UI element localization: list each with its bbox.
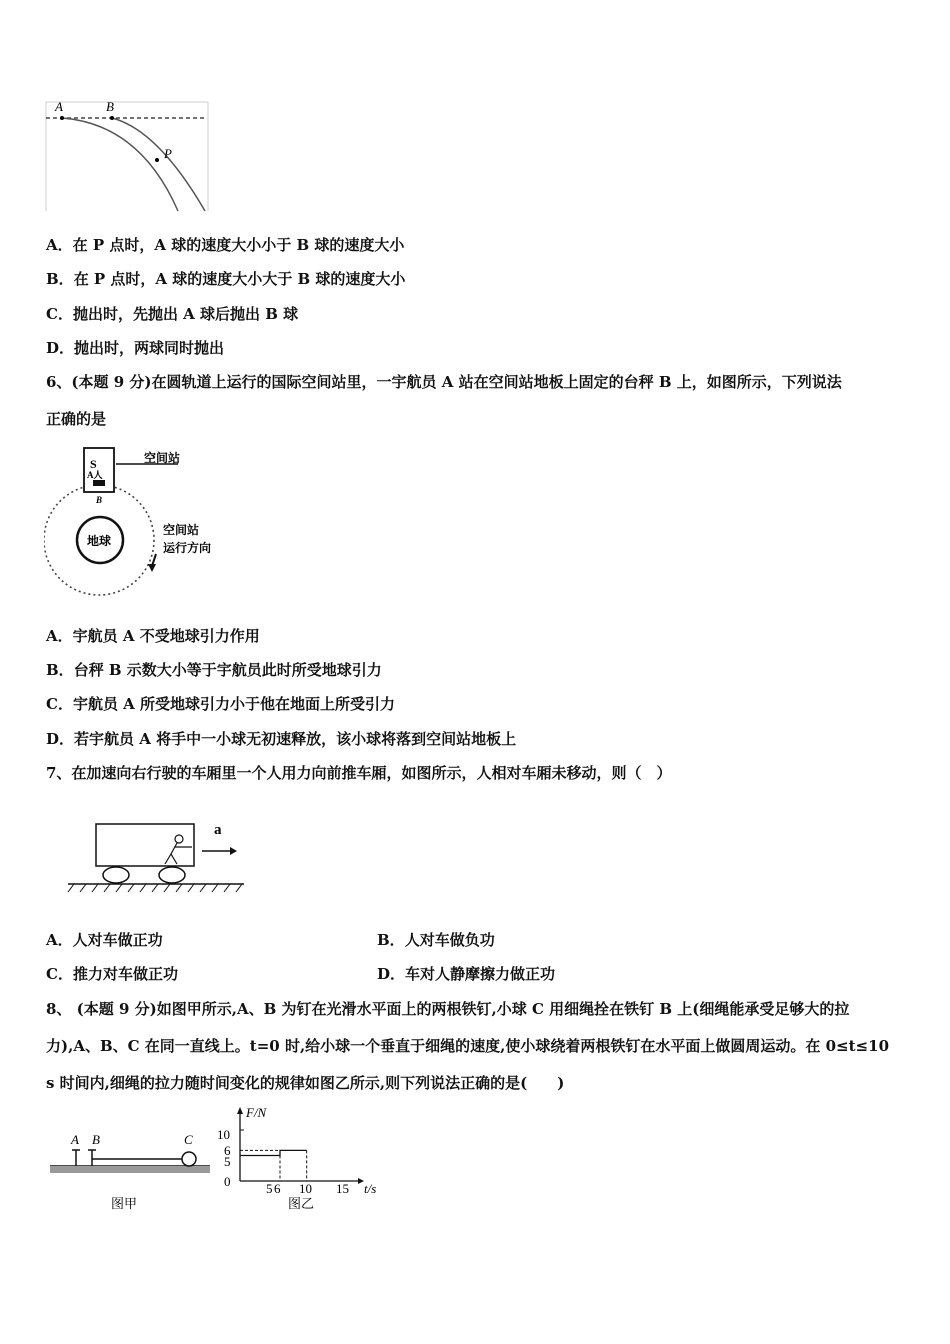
label-p: P bbox=[164, 146, 172, 161]
point-p bbox=[155, 158, 159, 162]
q6-option-b: B．台秤 B 示数大小等于宇航员此时所受地球引力 bbox=[46, 661, 382, 679]
x-tick-15: 15 bbox=[336, 1181, 349, 1196]
label-a: A bbox=[55, 99, 63, 114]
caption: 图甲 bbox=[111, 1196, 138, 1211]
q5-option-a: A．在 P 点时，A 球的速度大小小于 B 球的速度大小 bbox=[46, 236, 405, 254]
q7-option-b: B．人对车做负功 bbox=[377, 931, 495, 949]
q6-option-c: C．宇航员 A 所受地球引力小于他在地面上所受引力 bbox=[46, 695, 396, 713]
station-label: 空间站 bbox=[144, 451, 181, 465]
accel-arrowhead bbox=[230, 847, 237, 855]
trajectory-b bbox=[112, 118, 205, 211]
y-axis-arrowhead bbox=[237, 1107, 243, 1114]
direction-label-2: 运行方向 bbox=[163, 541, 212, 555]
fig-yi-chart bbox=[208, 1104, 393, 1219]
ball-c bbox=[182, 1152, 196, 1166]
q6-option-a: A．宇航员 A 不受地球引力作用 bbox=[46, 627, 260, 645]
q8-stem-line1: 8、 (本题 9 分)如图甲所示,A、B 为钉在光滑水平面上的两根铁钉,小球 C 用细绳拴在铁钉 B 上(细绳能承受足够大的拉 bbox=[46, 1000, 850, 1018]
label-b: B bbox=[92, 1132, 100, 1147]
y-tick-6: 6 bbox=[224, 1143, 231, 1158]
wheel-left bbox=[103, 867, 129, 883]
y-axis-label: F/N bbox=[246, 1105, 267, 1120]
caption: 图乙 bbox=[288, 1196, 315, 1211]
q7-stem: 7、在加速向右行驶的车厢里一个人用力向前推车厢，如图所示，人相对车厢未移动，则（ ） bbox=[46, 764, 672, 782]
y-tick-5: 5 bbox=[224, 1154, 231, 1169]
scale-block bbox=[93, 480, 105, 486]
fig-jia bbox=[46, 1126, 216, 1218]
car-body bbox=[96, 824, 194, 866]
q5-option-c: C．抛出时，先抛出 A 球后抛出 B 球 bbox=[46, 305, 299, 323]
scale-label: B bbox=[96, 495, 103, 505]
wheel-right bbox=[159, 867, 185, 883]
x-axis-label: t/s bbox=[364, 1181, 377, 1196]
q7-option-d: D．车对人静摩擦力做正功 bbox=[377, 965, 556, 983]
q8-stem-line3: s 时间内,细绳的拉力随时间变化的规律如图乙所示,则下列说法正确的是( ) bbox=[46, 1074, 565, 1092]
astronaut-figure: S bbox=[90, 457, 97, 471]
label-c: C bbox=[184, 1132, 193, 1147]
q6-stem-line2: 正确的是 bbox=[46, 410, 107, 428]
accel-label: a bbox=[214, 822, 222, 838]
astronaut-label: A人 bbox=[87, 470, 103, 480]
x-tick-6: 6 bbox=[274, 1181, 281, 1196]
force-series-line bbox=[240, 1150, 307, 1155]
q6-stem-line1: 6、(本题 9 分)在圆轨道上运行的国际空间站里，一宇航员 A 站在空间站地板上固定的台秤 B 上，如图所示，下列说法 bbox=[46, 373, 842, 391]
q8-stem-line2: 力),A、B、C 在同一直线上。t=0 时,给小球一个垂直于细绳的速度,使小球绕着两根铁钉在水平面上做圆周运动。在 0≤t≤10 bbox=[46, 1037, 890, 1055]
y-tick-10: 10 bbox=[217, 1127, 230, 1142]
projectile-figure bbox=[40, 96, 215, 216]
trajectory-a bbox=[62, 118, 178, 211]
q5-option-b: B．在 P 点时，A 球的速度大小大于 B 球的速度大小 bbox=[46, 270, 406, 288]
q7-option-c: C．推力对车做正功 bbox=[46, 965, 178, 983]
label-b: B bbox=[106, 99, 114, 114]
q5-option-d: D．抛出时，两球同时抛出 bbox=[46, 339, 225, 357]
point-a bbox=[60, 116, 64, 120]
q7-option-a: A．人对车做正功 bbox=[46, 931, 163, 949]
x-tick-10: 10 bbox=[299, 1181, 312, 1196]
train-car-figure bbox=[64, 814, 249, 900]
direction-arrowhead bbox=[148, 564, 156, 572]
label-a: A bbox=[71, 1132, 79, 1147]
earth-label: 地球 bbox=[87, 534, 112, 548]
x-tick-5: 5 bbox=[266, 1181, 273, 1196]
surface-hatch bbox=[50, 1166, 210, 1173]
q6-option-d: D．若宇航员 A 将手中一小球无初速释放，该小球将落到空间站地板上 bbox=[46, 730, 517, 748]
space-station-figure bbox=[44, 442, 244, 604]
point-b bbox=[110, 116, 114, 120]
direction-label-1: 空间站 bbox=[163, 523, 200, 537]
ground-hatch bbox=[68, 884, 242, 892]
y-tick-0: 0 bbox=[224, 1174, 231, 1189]
